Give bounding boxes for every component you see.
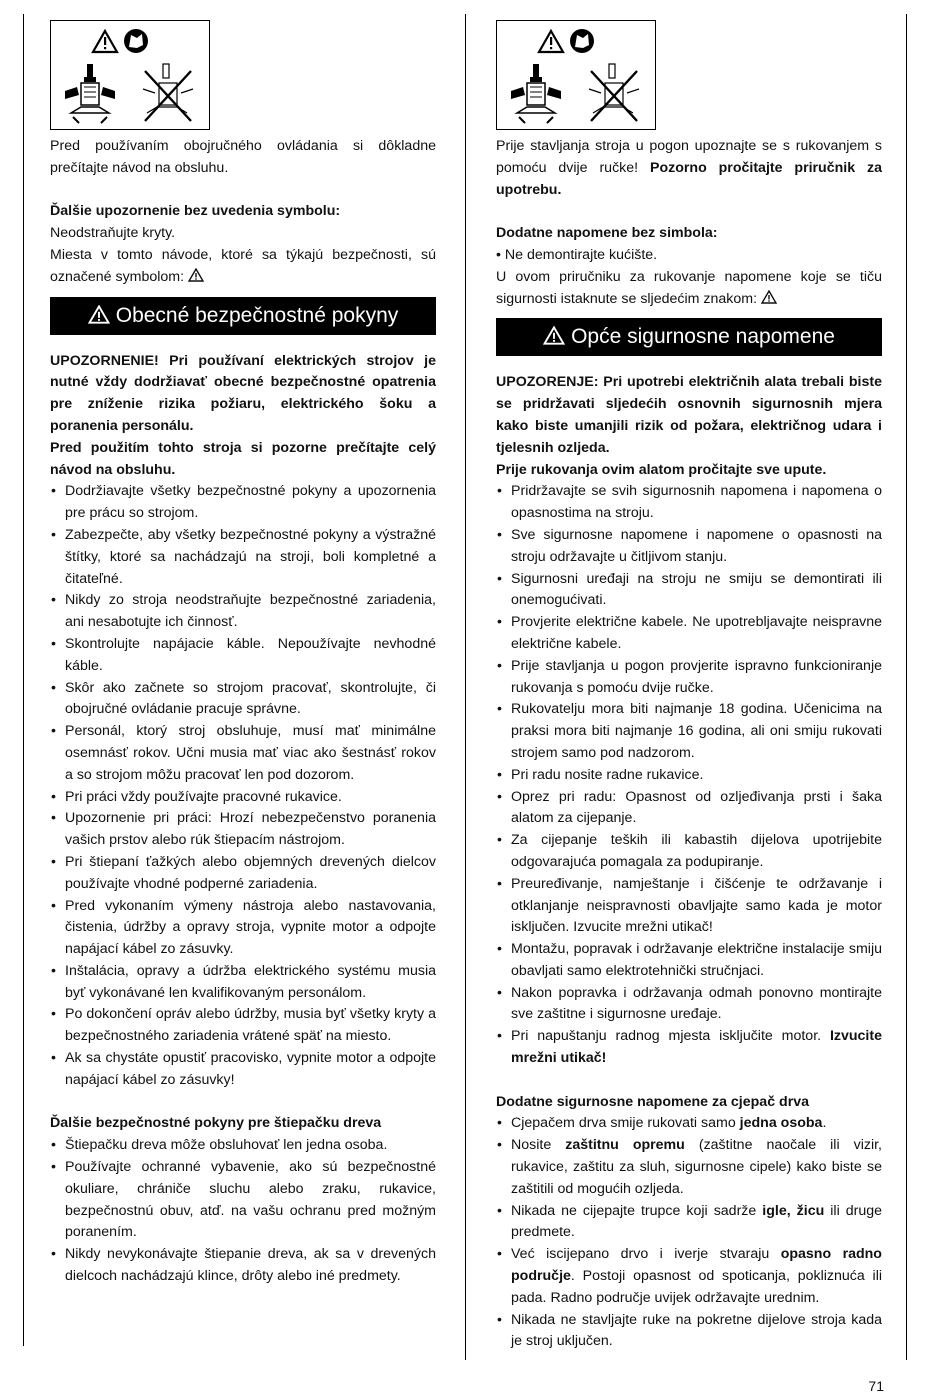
list-item [496,1113,882,1135]
list-item: • Prije stavljanja u pogon provjerite ispravno funkcioniranje rukovanja s pomoću dvije ručke. [496,656,882,700]
list-item-text: Nikada ne cijepajte trupce koji sadrže [511,1202,763,1219]
list-item-text: . [822,1115,827,1132]
list-item-bold: zaštitnu opremu [565,1137,685,1154]
intro-text: Pred používaním obojručného ovládania si dôkladne prečítajte návod na obsluhu. [50,138,436,176]
list-item-text: (zaštitne naočale ili vizir, rukavice, zaštitu za sluh, sigurnosne cipele) kako biste se zaštitili od mogućih ozljeda. [511,1137,882,1197]
warning-read-manual-icon [497,21,655,129]
list-item: • Pri radu nosite radne rukavice. [496,765,882,787]
page-number: 71 [868,1378,884,1394]
warning-text: Pri používaní elektrických strojov je nutné vždy dodržiavať obecné bezpečnostné opatrenia pre zníženie rizika požiaru, elektrického šoku a poranenia personálu. [50,352,436,434]
warning-triangle-icon [543,326,565,345]
center-rule [465,14,466,1360]
splitter-safety-heading: Ďalšie bezpečnostné pokyny pre štiepačku dreva [50,1115,382,1132]
list-item: • Nakon popravka i održavanja odmah ponovno montirajte sve zaštitne i sigurnosne uređaje. [496,983,882,1027]
list-item: • Ak sa chystáte opustiť pracovisko, vypnite motor a odpojte napájací kábel zo zásuvky! [50,1048,436,1092]
warning-triangle-icon [761,290,777,304]
list-item: • Inštalácia, opravy a údržba elektrického systému musia byť vykonávané len kvalifikovaným personálom. [50,961,436,1005]
list-item [496,1135,882,1200]
warning-triangle-icon [88,305,110,324]
symbol-note [496,267,882,311]
section-banner [50,297,436,335]
list-item-text: Cjepačem drva smije rukovati samo [511,1115,740,1132]
intro-text-plain: Prije stavljanja stroja u pogon upoznajte se s rukovanjem s pomoću dvije ručke! [496,138,882,176]
list-item [496,1201,882,1245]
splitter-bullet-list [50,1135,436,1288]
list-item: • Nikada ne stavljajte ruke na pokretne dijelove stroja kada je stroj uključen. [496,1310,882,1354]
list-item: • Upozornenie pri práci: Hrozí nebezpečenstvo poranenia vašich prstov alebo rúk štiepacím nástrojom. [50,808,436,852]
list-item-bold: opasno radno područje [511,1246,882,1285]
right-margin-rule [906,14,907,1360]
list-item: • Pri štiepaní ťažkých alebo objemných drevených dielcov používajte vhodné podperné zariadenia. [50,852,436,896]
list-item: • Personál, ktorý stroj obsluhuje, musí mať minimálne osemnásť rokov. Učni musia mať viac ako šestnásť rokov a so strojom môžu pracovať len pod dozorom. [50,721,436,786]
warning-paragraph [50,351,436,438]
extra-notes-heading: Dodatne napomene bez simbola: [496,225,718,242]
intro-text-bold: Pozorno pročitajte priručnik za upotrebu. [496,159,882,198]
list-item: • Zabezpečte, aby všetky bezpečnostné pokyny a výstražné štítky, ktoré sa nachádzajú na stroji, boli kompletné a čitateľné. [50,525,436,590]
list-item: • Pridržavajte se svih sigurnosnih napomena i napomena o opasnostima na stroju. [496,481,882,525]
list-item [496,1244,882,1309]
list-item: • Pri práci vždy používajte pracovné rukavice. [50,787,436,809]
list-item: • Sigurnosni uređaji na stroju ne smiju se demontirati ili onemogućivati. [496,569,882,613]
section-banner [496,318,882,356]
list-item-bold: igle, žicu [762,1202,825,1219]
list-item: • Oprez pri radu: Opasnost od ozljeđivanja prsti i šaka alatom za cijepanje. [496,787,882,831]
warning-read-manual-icon [51,21,209,129]
list-item: • Štiepačku dreva môže obsluhovať len jedna osoba. [50,1135,436,1157]
banner-title: Opće sigurnosne napomene [571,325,835,349]
safety-bullet-list [50,481,436,1091]
list-item-bold: jedna osoba [739,1115,823,1132]
list-item: • Po dokončení opráv alebo údržby, musia byť všetky kryty a bezpečnostného zariadenia vrátené späť na miesto. [50,1004,436,1048]
list-item: • Nikdy zo stroja neodstraňujte bezpečnostné zariadenia, ani nesabotujte ich činnosť. [50,590,436,634]
symbol-note-text: Miesta v tomto návode, ktoré sa týkajú bezpečnosti, sú označené symbolom: [50,246,436,285]
extra-notes-line: Neodstraňujte kryty. [50,225,176,242]
intro-text [496,136,882,201]
two-hand-operation-pictogram [50,20,210,130]
list-item: • Používajte ochranné vybavenie, ako sú bezpečnostné okuliare, chrániče sluchu alebo zraku, rukavice, bezpečnostnú obuv, atď. na vašu ochranu pred možným poranením. [50,1157,436,1244]
extra-notes-line: • Ne demontirajte kućište. [496,246,658,263]
splitter-bullet-list [496,1113,882,1353]
list-item: • Dodržiavajte všetky bezpečnostné pokyny a upozornenia pre prácu so strojom. [50,481,436,525]
warning-triangle-icon [188,268,204,282]
list-item: • Preuređivanje, namještanje i čišćenje te održavanje i otklanjanje neispravnosti obavljajte samo kada je motor isključen. Izvucite mrežni utikač! [496,874,882,939]
list-item: • Za cijepanje teških ili kabastih dijelova upotrijebite odgovarajuća pomagala za podupiranje. [496,830,882,874]
symbol-note [50,245,436,289]
list-item-text: Nosite [511,1137,566,1154]
list-item: • Pred vykonaním výmeny nástroja alebo nastavovania, čistenia, údržby a opravy stroja, vypnite motor a odpojte napájací kábel zo zásuvky. [50,896,436,961]
left-margin-rule [23,14,24,1346]
list-item: • Rukovatelju mora biti najmanje 18 godina. Učenicima na praksi mora biti najmanje 16 godina, ali oni smiju rukovati strojem samo pod nadzorom. [496,699,882,764]
warning-paragraph: UPOZORENJE: Pri upotrebi električnih alata trebali biste se pridržavati sljedećih osnovnih sigurnosnih mjera kako biste umanjili rizik od požara, električnog udara i tjelesnih ozljeda. [496,374,882,456]
list-item: • Skontrolujte napájacie káble. Nepoužívajte nevhodné káble. [50,634,436,678]
list-item: • Provjerite električne kabele. Ne upotrebljavajte neispravne električne kabele. [496,612,882,656]
safety-bullet-list [496,481,882,1070]
read-manual-note: Prije rukovanja ovim alatom pročitajte sve upute. [496,461,827,478]
slovak-column [50,20,436,1288]
extra-notes-heading: Ďalšie upozornenie bez uvedenia symbolu: [50,203,341,220]
warning-label: UPOZORNENIE! [50,352,159,369]
list-item-text: . Postoji opasnost od spoticanja, pokliznuća ili pada. Radno područje uvijek održavajte urednim. [511,1268,882,1306]
list-item: • Sve sigurnosne napomene i napomene o opasnosti na stroju održavajte u čitljivom stanju. [496,525,882,569]
symbol-note-text: U ovom priručniku za rukovanje napomene koje se tiču sigurnosti istaknute se sljedećim znakom: [496,268,882,307]
list-item [496,1026,882,1070]
list-item: • Montažu, popravak i održavanje električne instalacije smiju obavljati samo elektrotehnički stručnjaci. [496,939,882,983]
list-item-text: Pri napuštanju radnog mjesta isključite motor. [511,1028,830,1045]
list-item-text: ili druge predmete. [511,1202,882,1241]
banner-title: Obecné bezpečnostné pokyny [115,303,399,327]
list-item: • Skôr ako začnete so strojom pracovať, skontrolujte, či obojručné ovládanie pracuje správne. [50,678,436,722]
list-item-bold: Izvucite mrežni utikač! [511,1028,882,1067]
list-item: • Nikdy nevykonávajte štiepanie dreva, ak sa v drevených dielcoch nachádzajú klince, drôty alebo iné predmety. [50,1244,436,1288]
croatian-column [496,20,882,1353]
list-item-text: Već iscijepano drvo i iverje stvaraju [511,1246,781,1263]
two-hand-operation-pictogram [496,20,656,130]
splitter-safety-heading: Dodatne sigurnosne napomene za cjepač drva [496,1093,809,1110]
read-manual-note: Pred použitím tohto stroja si pozorne prečítajte celý návod na obsluhu. [50,439,436,478]
